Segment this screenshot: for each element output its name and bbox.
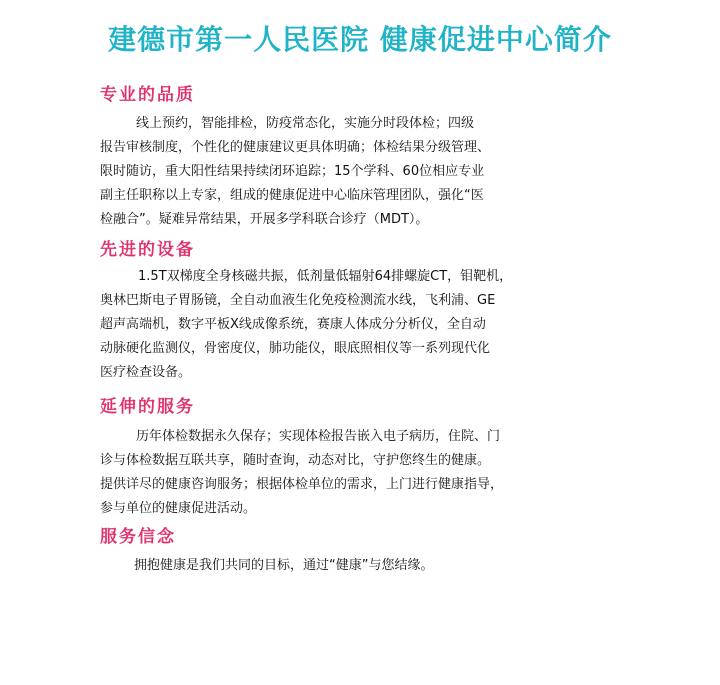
section-heading: 先进的设备 <box>100 240 195 260</box>
paragraph-line: 动脉硬化监测仪，骨密度仪，肺功能仪，眼底照相仪等一系列现代化 <box>100 341 491 356</box>
section-heading: 专业的品质 <box>100 85 195 105</box>
section-heading: 服务信念 <box>100 527 176 547</box>
paragraph-line: 提供详尽的健康咨询服务；根据体检单位的需求，上门进行健康指导， <box>100 477 504 492</box>
paragraph-line: 报告审核制度，个性化的健康建议更具体明确；体检结果分级管理、 <box>100 140 491 155</box>
paragraph-line: 参与单位的健康促进活动。 <box>100 501 257 516</box>
paragraph-line: 拥抱健康是我们共同的目标，通过“健康”与您结缘。 <box>134 558 434 573</box>
paragraph-line: 线上预约，智能排检，防疫常态化，实施分时段体检；四级 <box>136 116 475 131</box>
section-paragraph <box>100 554 620 578</box>
paragraph-line: 超声高端机，数字平板X线成像系统，赛康人体成分分析仪，全自动 <box>100 317 486 332</box>
paragraph-line: 检融合”。疑难异常结果，开展多学科联合诊疗（MDT）。 <box>100 212 429 227</box>
section-paragraph <box>100 265 620 385</box>
page-title: 建德市第一人民医院 健康促进中心简介 <box>108 23 612 56</box>
paragraph-line: 限时随访，重大阳性结果持续闭环追踪；15个学科、60位相应专业 <box>100 164 485 179</box>
paragraph-line: 副主任职称以上专家，组成的健康促进中心临床管理团队，强化“医 <box>100 188 484 203</box>
section-paragraph <box>100 112 620 232</box>
paragraph-line: 历年体检数据永久保存；实现体检报告嵌入电子病历，住院、门 <box>136 429 501 444</box>
section-paragraph <box>100 425 620 521</box>
paragraph-line: 医疗检查设备。 <box>100 365 192 380</box>
paragraph-line: 诊与体检数据互联共享，随时查询，动态对比，守护您终生的健康。 <box>100 453 491 468</box>
section-heading: 延伸的服务 <box>100 397 195 417</box>
paragraph-line: 1.5T双梯度全身核磁共振，低剂量低辐射64排螺旋CT，钼靶机， <box>138 269 513 284</box>
paragraph-line: 奥林巴斯电子胃肠镜，全自动血液生化免疫检测流水线，飞利浦、GE <box>100 293 496 308</box>
